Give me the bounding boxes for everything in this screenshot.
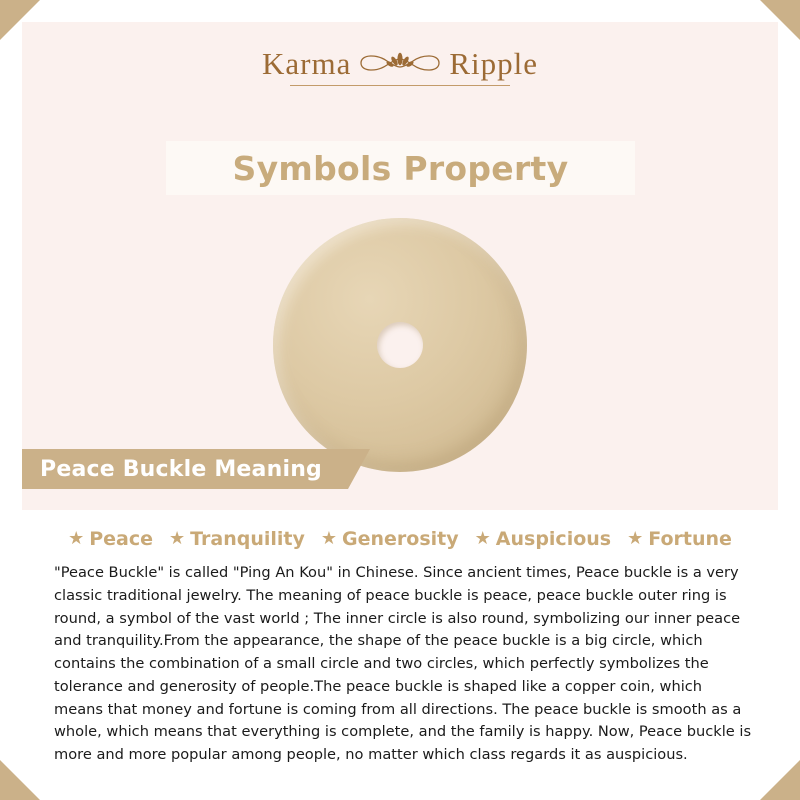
peace-buckle-center-hole: [377, 322, 423, 368]
brand-logo: [0, 46, 800, 86]
brand-underline: [290, 85, 510, 86]
keyword-item: [321, 528, 459, 550]
star-icon: ★: [68, 528, 85, 549]
corner-accent-top-right: [760, 0, 800, 40]
keyword-label: Tranquility: [190, 528, 305, 550]
lotus-infinity-ornament-icon: [357, 46, 443, 80]
brand-name-left: Karma: [261, 45, 352, 81]
keyword-item: [627, 528, 732, 550]
peace-buckle-disc: [273, 218, 527, 472]
keyword-label: Peace: [89, 528, 154, 550]
brand-name-right: Ripple: [449, 45, 538, 81]
content-block: [22, 510, 778, 778]
section-ribbon: [22, 449, 348, 489]
star-icon: ★: [320, 528, 338, 549]
star-icon: ★: [627, 528, 644, 549]
keyword-label: Fortune: [648, 528, 732, 550]
description-paragraph: "Peace Buckle" is called "Ping An Kou" in Chinese. Since ancient times, Peace buckle is a very classic traditional jewelry. The meaning of peace buckle is peace, peace buckle outer ring is round, a symbol of the vast world ; The inner circle is also round, symbolizing our inner peace and tranquility.From the appearance, the shape of the peace buckle is a big circle, which contains the combination of a small circle and two circles, which perfectly symbolizes the tolerance and generosity of people.The peace buckle is shaped like a copper coin, which means that money and fortune is coming from all directions. The peace buckle is smooth as a whole, which means that everything is complete, and the family is happy. Now, Peace buckle is more and more popular among people, no matter which class regards it as auspicious.: [54, 564, 752, 764]
section-ribbon-label: Peace Buckle Meaning: [40, 456, 323, 482]
star-icon: ★: [474, 528, 491, 549]
corner-accent-top-left: [0, 0, 40, 40]
keyword-label: Auspicious: [495, 528, 612, 550]
keyword-label: Generosity: [342, 528, 459, 550]
keyword-item: [169, 528, 305, 550]
page-title-bar: [166, 141, 635, 195]
keyword-item: [475, 528, 611, 550]
section-ribbon-tail: [348, 449, 370, 489]
keyword-list: [22, 510, 778, 550]
page-title: Symbols Property: [232, 148, 569, 188]
star-icon: ★: [169, 528, 186, 549]
keyword-item: [68, 528, 153, 550]
